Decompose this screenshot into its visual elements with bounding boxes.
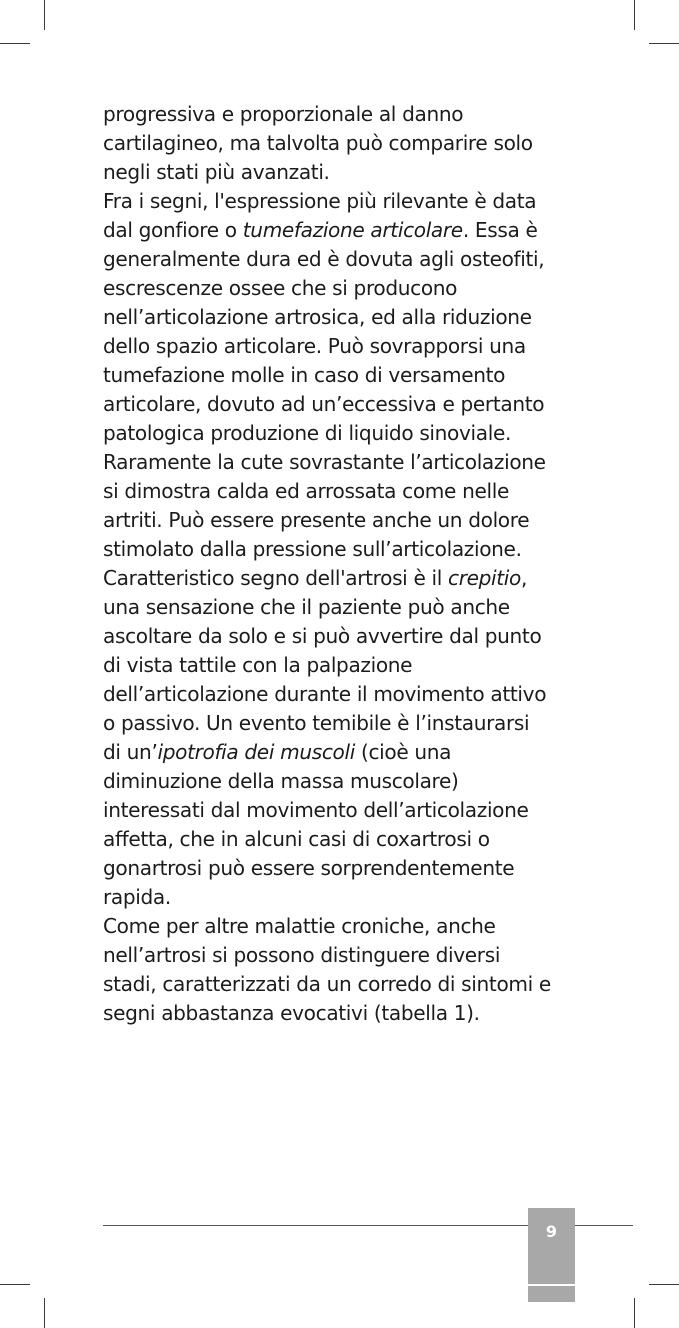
text-line	[103, 564, 583, 593]
text-line	[103, 274, 583, 303]
crop-mark-top-left-horizontal	[0, 43, 30, 44]
text-line	[103, 680, 583, 709]
text-run: di un’	[103, 740, 158, 764]
text-run: progressiva e proporzionale al danno	[103, 102, 464, 126]
text-line	[103, 709, 583, 738]
text-line	[103, 854, 583, 883]
text-line	[103, 158, 583, 187]
crop-mark-bottom-right-horizontal	[649, 1284, 679, 1285]
text-run: . Essa è	[462, 218, 538, 242]
crop-mark-bottom-left-horizontal	[0, 1284, 30, 1285]
text-run: o passivo. Un evento temibile è l’instaurarsi	[103, 711, 530, 735]
text-line	[103, 390, 583, 419]
text-run: si dimostra calda ed arrossata come nelle	[103, 479, 509, 503]
text-run: generalmente dura ed è dovuta agli osteofiti,	[103, 247, 545, 271]
text-line	[103, 129, 583, 158]
text-line	[103, 332, 583, 361]
text-run: dal gonfiore o	[103, 218, 243, 242]
text-run: nell’artrosi si possono distinguere diversi	[103, 943, 501, 967]
italic-term: ipotrofia dei muscoli	[157, 740, 355, 764]
text-run: Raramente la cute sovrastante l’articolazione	[103, 450, 546, 474]
text-run: patologica produzione di liquido sinoviale.	[103, 421, 512, 445]
text-line	[103, 796, 583, 825]
text-run: dell’articolazione durante il movimento attivo	[103, 682, 547, 706]
text-run: negli stati più avanzati.	[103, 160, 330, 184]
text-line	[103, 419, 583, 448]
text-run: ascoltare da solo e si può avvertire dal punto	[103, 624, 542, 648]
text-run: artriti. Può essere presente anche un dolore	[103, 508, 530, 532]
text-run: articolare, dovuto ad un’eccessiva e pertanto	[103, 392, 545, 416]
text-run: diminuzione della massa muscolare)	[103, 769, 459, 793]
italic-term: crepitio	[448, 566, 521, 590]
tab-divider	[528, 1284, 575, 1286]
crop-mark-bottom-left-vertical	[44, 1298, 45, 1328]
text-run: nell’articolazione artrosica, ed alla riduzione	[103, 305, 532, 329]
text-line	[103, 303, 583, 332]
crop-mark-top-right-vertical	[634, 0, 635, 30]
text-line	[103, 593, 583, 622]
text-run: Caratteristico segno dell'artrosi è il	[103, 566, 449, 590]
text-line	[103, 825, 583, 854]
text-line	[103, 622, 583, 651]
text-run: cartilagineo, ma talvolta può comparire solo	[103, 131, 533, 155]
crop-mark-top-left-vertical	[44, 0, 45, 30]
text-line	[103, 216, 583, 245]
text-run: dello spazio articolare. Può sovrapporsi una	[103, 334, 526, 358]
text-line	[103, 941, 583, 970]
text-run: Fra i segni, l'espressione più rilevante è data	[103, 189, 537, 213]
text-line	[103, 448, 583, 477]
text-line	[103, 912, 583, 941]
italic-term: tumefazione articolare	[242, 218, 463, 242]
page-number: 9	[545, 1222, 558, 1241]
text-line	[103, 767, 583, 796]
page-number-tab	[528, 1208, 575, 1302]
text-line	[103, 535, 583, 564]
text-line	[103, 506, 583, 535]
text-run: (cioè una	[354, 740, 452, 764]
crop-mark-bottom-right-vertical	[634, 1298, 635, 1328]
text-line	[103, 100, 583, 129]
text-line	[103, 738, 583, 767]
text-run: stimolato dalla pressione sull’articolazione.	[103, 537, 522, 561]
text-run: di vista tattile con la palpazione	[103, 653, 413, 677]
crop-mark-top-right-horizontal	[649, 43, 679, 44]
text-line	[103, 361, 583, 390]
text-run: Come per altre malattie croniche, anche	[103, 914, 496, 938]
text-run: gonartrosi può essere sorprendentemente	[103, 856, 515, 880]
text-run: ,	[520, 566, 528, 590]
text-line	[103, 999, 583, 1028]
text-run: affetta, che in alcuni casi di coxartrosi o	[103, 827, 490, 851]
text-line	[103, 651, 583, 680]
text-run: una sensazione che il paziente può anche	[103, 595, 510, 619]
text-line	[103, 245, 583, 274]
body-text	[103, 100, 583, 1028]
text-run: escrescenze ossee che si producono	[103, 276, 458, 300]
text-run: tumefazione molle in caso di versamento	[103, 363, 506, 387]
text-line	[103, 883, 583, 912]
text-line	[103, 187, 583, 216]
text-run: segni abbastanza evocativi (tabella 1).	[103, 1001, 480, 1025]
text-line	[103, 970, 583, 999]
text-line	[103, 477, 583, 506]
text-run: interessati dal movimento dell’articolazione	[103, 798, 529, 822]
text-run: rapida.	[103, 885, 171, 909]
text-run: stadi, caratterizzati da un corredo di sintomi e	[103, 972, 551, 996]
